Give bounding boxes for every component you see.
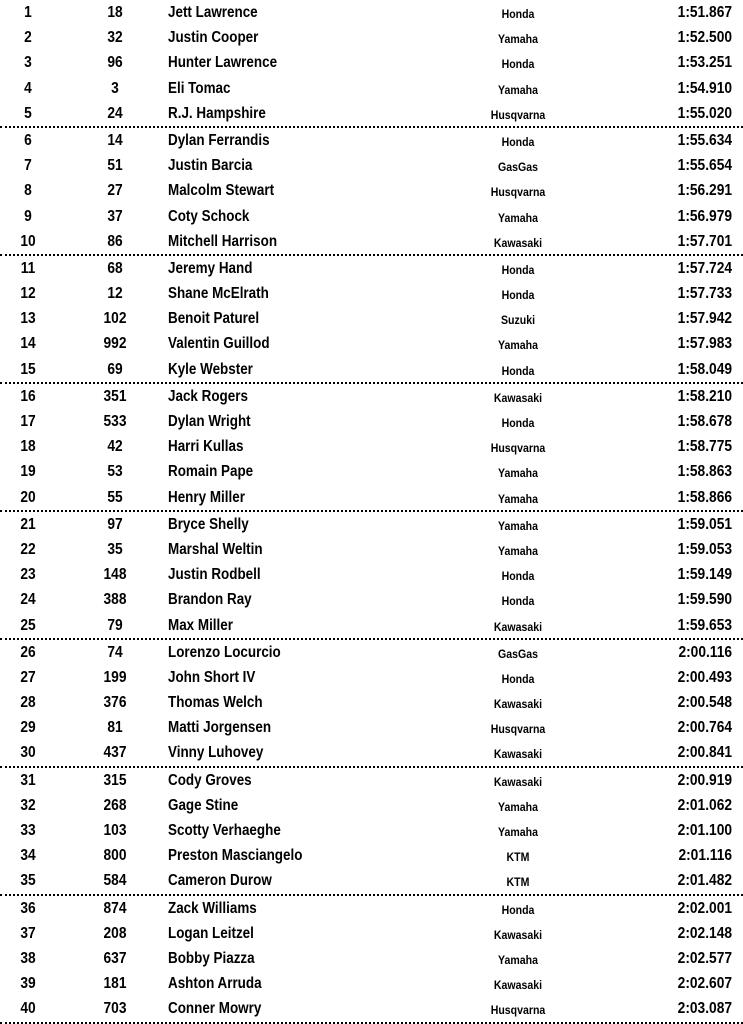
result-row (0, 946, 743, 971)
lap-time-cell: 2:02.577 (677, 949, 732, 967)
rider-name-cell: Scotty Verhaeghe (168, 822, 281, 839)
manufacturer-cell: Honda (501, 363, 535, 378)
result-row (0, 101, 743, 126)
manufacturer-cell: Yamaha (498, 466, 538, 481)
lap-time-cell: 2:00.116 (678, 643, 732, 661)
lap-time-cell: 1:51.867 (677, 4, 732, 21)
position-cell: 25 (20, 616, 36, 634)
rider-name-cell: Cameron Durow (168, 872, 272, 890)
results-group (0, 256, 743, 384)
manufacturer-cell: GasGas (498, 160, 538, 175)
rider-name-cell: Matti Jorgensen (168, 719, 272, 737)
position-cell: 8 (24, 182, 32, 200)
manufacturer-cell: Yamaha (498, 543, 538, 558)
manufacturer-cell: Honda (501, 262, 535, 277)
result-row (0, 768, 743, 793)
position-cell: 13 (20, 310, 36, 328)
bike-number-cell: 584 (103, 872, 127, 890)
lap-time-cell: 1:58.775 (677, 438, 732, 456)
position-cell: 1 (24, 4, 32, 21)
position-cell: 38 (20, 949, 36, 967)
bike-number-cell: 74 (107, 643, 123, 661)
position-cell: 35 (20, 872, 36, 890)
rider-name-cell: Bobby Piazza (168, 949, 255, 967)
position-cell: 33 (20, 822, 36, 839)
bike-number-cell: 96 (107, 54, 123, 72)
result-row (0, 896, 743, 921)
result-row (0, 409, 743, 434)
position-cell: 27 (20, 668, 36, 686)
result-row (0, 331, 743, 356)
bike-number-cell: 103 (103, 822, 127, 839)
result-row (0, 996, 743, 1021)
lap-time-cell: 1:57.701 (677, 232, 732, 250)
lap-time-cell: 1:58.866 (677, 488, 732, 506)
rider-name-cell: Romain Pape (168, 463, 254, 481)
lap-time-cell: 2:02.148 (677, 924, 732, 942)
manufacturer-cell: Honda (501, 569, 535, 584)
rider-name-cell: Dylan Wright (168, 413, 251, 430)
lap-time-cell: 2:00.919 (677, 771, 732, 789)
lap-time-cell: 1:57.942 (677, 310, 732, 328)
bike-number-cell: 181 (103, 975, 127, 993)
manufacturer-cell: Husqvarna (490, 107, 546, 122)
bike-number-cell: 268 (103, 796, 127, 814)
bike-number-cell: 69 (107, 360, 123, 378)
position-cell: 21 (20, 515, 36, 533)
manufacturer-cell: Yamaha (498, 82, 538, 97)
rider-name-cell: Jeremy Hand (168, 259, 253, 277)
bike-number-cell: 208 (103, 924, 127, 942)
result-row (0, 921, 743, 946)
rider-name-cell: Logan Leitzel (168, 924, 254, 942)
manufacturer-cell: Honda (501, 416, 535, 430)
bike-number-cell: 637 (103, 949, 127, 967)
bike-number-cell: 32 (107, 29, 123, 47)
rider-name-cell: Malcolm Stewart (168, 182, 275, 200)
rider-name-cell: Henry Miller (168, 488, 245, 506)
position-cell: 24 (20, 591, 36, 609)
bike-number-cell: 42 (107, 438, 123, 456)
results-group (0, 512, 743, 640)
result-row (0, 665, 743, 690)
lap-time-cell: 1:55.654 (677, 157, 732, 175)
result-row (0, 512, 743, 537)
rider-name-cell: Cody Groves (168, 771, 252, 789)
position-cell: 4 (24, 79, 32, 97)
manufacturer-cell: Yamaha (498, 338, 538, 353)
position-cell: 9 (24, 207, 32, 225)
manufacturer-cell: Suzuki (500, 313, 536, 328)
manufacturer-cell: Yamaha (498, 799, 538, 814)
lap-time-cell: 2:01.116 (678, 847, 732, 865)
rider-name-cell: Kyle Webster (168, 360, 253, 378)
lap-time-cell: 2:01.062 (677, 796, 732, 814)
lap-time-cell: 1:57.733 (677, 285, 732, 303)
result-row (0, 434, 743, 459)
result-row (0, 587, 743, 612)
position-cell: 3 (24, 54, 32, 72)
rider-name-cell: Jett Lawrence (168, 4, 258, 21)
manufacturer-cell: Yamaha (498, 210, 538, 225)
position-cell: 20 (20, 488, 36, 506)
position-cell: 19 (20, 463, 36, 481)
position-cell: 18 (20, 438, 36, 456)
manufacturer-cell: Yamaha (498, 952, 538, 967)
position-cell: 17 (20, 413, 36, 430)
position-cell: 7 (24, 157, 32, 175)
rider-name-cell: Eli Tomac (168, 79, 231, 97)
manufacturer-cell: Kawasaki (493, 927, 543, 942)
lap-time-cell: 2:00.493 (677, 668, 732, 686)
result-row (0, 715, 743, 740)
position-cell: 32 (20, 796, 36, 814)
bike-number-cell: 24 (107, 104, 123, 122)
bike-number-cell: 68 (107, 259, 123, 277)
position-cell: 36 (20, 899, 36, 917)
rider-name-cell: Justin Barcia (168, 157, 253, 175)
bike-number-cell: 800 (103, 847, 127, 865)
result-row (0, 690, 743, 715)
position-cell: 31 (20, 771, 36, 789)
rider-name-cell: Ashton Arruda (168, 975, 262, 993)
result-row (0, 868, 743, 893)
bike-number-cell: 18 (107, 4, 123, 21)
rider-name-cell: Benoit Paturel (168, 310, 260, 328)
bike-number-cell: 81 (107, 719, 123, 737)
rider-name-cell: Shane McElrath (168, 285, 269, 303)
rider-name-cell: Justin Rodbell (168, 566, 261, 584)
lap-time-cell: 2:01.100 (677, 822, 732, 839)
manufacturer-cell: Honda (501, 594, 535, 609)
bike-number-cell: 97 (107, 515, 123, 533)
result-row (0, 76, 743, 101)
position-cell: 28 (20, 694, 36, 712)
position-cell: 37 (20, 924, 36, 942)
rider-name-cell: Brandon Ray (168, 591, 252, 609)
rider-name-cell: John Short IV (168, 668, 256, 686)
result-row (0, 357, 743, 382)
result-row (0, 306, 743, 331)
lap-time-cell: 1:58.210 (677, 387, 732, 405)
result-row (0, 485, 743, 510)
bike-number-cell: 27 (107, 182, 123, 200)
rider-name-cell: Max Miller (168, 616, 233, 634)
bike-number-cell: 12 (107, 285, 123, 303)
result-row (0, 0, 743, 25)
position-cell: 6 (24, 131, 32, 149)
result-row (0, 128, 743, 153)
lap-time-cell: 1:58.049 (677, 360, 732, 378)
rider-name-cell: Preston Masciangelo (168, 847, 303, 865)
position-cell: 2 (24, 29, 32, 47)
rider-name-cell: Justin Cooper (168, 29, 259, 47)
rider-name-cell: Mitchell Harrison (168, 232, 278, 250)
manufacturer-cell: GasGas (498, 646, 538, 661)
bike-number-cell: 388 (103, 591, 127, 609)
manufacturer-cell: Yamaha (498, 491, 538, 506)
rider-name-cell: Jack Rogers (168, 387, 248, 405)
bike-number-cell: 148 (103, 566, 127, 584)
results-group (0, 0, 743, 128)
result-row (0, 153, 743, 178)
manufacturer-cell: Kawasaki (493, 235, 543, 250)
bike-number-cell: 874 (103, 899, 127, 917)
lap-time-cell: 1:59.590 (677, 591, 732, 609)
results-group (0, 384, 743, 512)
rider-name-cell: Conner Mowry (168, 1000, 262, 1018)
results-group (0, 640, 743, 768)
lap-time-cell: 2:00.841 (677, 744, 732, 762)
rider-name-cell: Coty Schock (168, 207, 250, 225)
position-cell: 5 (24, 104, 32, 122)
rider-name-cell: Hunter Lawrence (168, 54, 278, 72)
lap-time-cell: 2:02.001 (677, 899, 732, 917)
bike-number-cell: 51 (107, 157, 123, 175)
rider-name-cell: Marshal Weltin (168, 540, 263, 558)
rider-name-cell: Valentin Guillod (168, 335, 270, 353)
bike-number-cell: 703 (103, 1000, 127, 1018)
position-cell: 40 (20, 1000, 36, 1018)
bike-number-cell: 992 (103, 335, 127, 353)
position-cell: 16 (20, 387, 36, 405)
bike-number-cell: 55 (107, 488, 123, 506)
result-row (0, 740, 743, 765)
position-cell: 26 (20, 643, 36, 661)
result-row (0, 537, 743, 562)
bike-number-cell: 35 (107, 540, 123, 558)
rider-name-cell: Zack Williams (168, 899, 257, 917)
bike-number-cell: 315 (103, 771, 127, 789)
result-row (0, 613, 743, 638)
manufacturer-cell: Kawasaki (493, 619, 543, 634)
position-cell: 34 (20, 847, 36, 865)
result-row (0, 843, 743, 868)
lap-time-cell: 1:59.653 (677, 616, 732, 634)
manufacturer-cell: Honda (501, 902, 535, 917)
rider-name-cell: Bryce Shelly (168, 515, 249, 533)
rider-name-cell: Dylan Ferrandis (168, 131, 270, 149)
lap-time-cell: 2:02.607 (677, 975, 732, 993)
bike-number-cell: 437 (103, 744, 127, 762)
bike-number-cell: 351 (103, 387, 127, 405)
lap-time-cell: 1:56.291 (677, 182, 732, 200)
result-row (0, 229, 743, 254)
result-row (0, 793, 743, 818)
bike-number-cell: 3 (111, 79, 119, 97)
manufacturer-cell: Husqvarna (490, 441, 546, 456)
lap-time-cell: 2:01.482 (677, 872, 732, 890)
bike-number-cell: 86 (107, 232, 123, 250)
lap-time-cell: 1:58.678 (677, 413, 732, 430)
manufacturer-cell: Husqvarna (490, 722, 546, 737)
manufacturer-cell: Kawasaki (493, 390, 543, 405)
manufacturer-cell: Honda (501, 57, 535, 72)
lap-time-cell: 2:00.764 (677, 719, 732, 737)
manufacturer-cell: KTM (506, 875, 530, 890)
lap-time-cell: 1:54.910 (677, 79, 732, 97)
bike-number-cell: 79 (107, 616, 123, 634)
results-group (0, 896, 743, 1024)
position-cell: 30 (20, 744, 36, 762)
manufacturer-cell: Husqvarna (490, 185, 546, 200)
lap-time-cell: 1:59.051 (677, 515, 732, 533)
lap-time-cell: 1:57.724 (677, 259, 732, 277)
result-row (0, 25, 743, 50)
rider-name-cell: Thomas Welch (168, 694, 263, 712)
lap-time-cell: 1:55.634 (677, 131, 732, 149)
result-row (0, 178, 743, 203)
manufacturer-cell: Yamaha (498, 32, 538, 47)
result-row (0, 562, 743, 587)
manufacturer-cell: Honda (501, 7, 535, 21)
manufacturer-cell: KTM (506, 850, 530, 865)
lap-time-cell: 1:52.500 (677, 29, 732, 47)
result-row (0, 384, 743, 409)
rider-name-cell: R.J. Hampshire (168, 104, 266, 122)
lap-time-cell: 1:53.251 (677, 54, 732, 72)
position-cell: 23 (20, 566, 36, 584)
results-group (0, 128, 743, 256)
bike-number-cell: 199 (103, 668, 127, 686)
position-cell: 12 (20, 285, 36, 303)
manufacturer-cell: Yamaha (498, 825, 538, 839)
lap-time-cell: 2:03.087 (677, 1000, 732, 1018)
position-cell: 29 (20, 719, 36, 737)
lap-time-cell: 1:58.863 (677, 463, 732, 481)
lap-time-cell: 1:55.020 (677, 104, 732, 122)
manufacturer-cell: Kawasaki (493, 978, 543, 993)
rider-name-cell: Lorenzo Locurcio (168, 643, 281, 661)
bike-number-cell: 533 (103, 413, 127, 430)
position-cell: 14 (20, 335, 36, 353)
position-cell: 11 (20, 259, 36, 277)
position-cell: 15 (20, 360, 36, 378)
manufacturer-cell: Husqvarna (490, 1003, 546, 1018)
results-group (0, 768, 743, 896)
position-cell: 10 (20, 232, 36, 250)
result-row (0, 971, 743, 996)
result-row (0, 256, 743, 281)
lap-time-cell: 1:57.983 (677, 335, 732, 353)
lap-time-cell: 1:59.053 (677, 540, 732, 558)
manufacturer-cell: Yamaha (498, 518, 538, 533)
lap-time-cell: 1:56.979 (677, 207, 732, 225)
rider-name-cell: Harri Kullas (168, 438, 244, 456)
manufacturer-cell: Honda (501, 134, 535, 149)
result-row (0, 459, 743, 484)
manufacturer-cell: Honda (501, 288, 535, 303)
result-row (0, 818, 743, 843)
bike-number-cell: 53 (107, 463, 123, 481)
result-row (0, 640, 743, 665)
manufacturer-cell: Kawasaki (493, 747, 543, 762)
result-row (0, 204, 743, 229)
manufacturer-cell: Kawasaki (493, 774, 543, 789)
bike-number-cell: 102 (103, 310, 127, 328)
bike-number-cell: 14 (107, 131, 123, 149)
lap-time-cell: 2:00.548 (677, 694, 732, 712)
position-cell: 22 (20, 540, 36, 558)
bike-number-cell: 37 (107, 207, 123, 225)
result-row (0, 281, 743, 306)
bike-number-cell: 376 (103, 694, 127, 712)
manufacturer-cell: Honda (501, 671, 535, 686)
rider-name-cell: Gage Stine (168, 796, 239, 814)
position-cell: 39 (20, 975, 36, 993)
result-row (0, 50, 743, 75)
manufacturer-cell: Kawasaki (493, 697, 543, 712)
lap-time-cell: 1:59.149 (677, 566, 732, 584)
rider-name-cell: Vinny Luhovey (168, 744, 264, 762)
